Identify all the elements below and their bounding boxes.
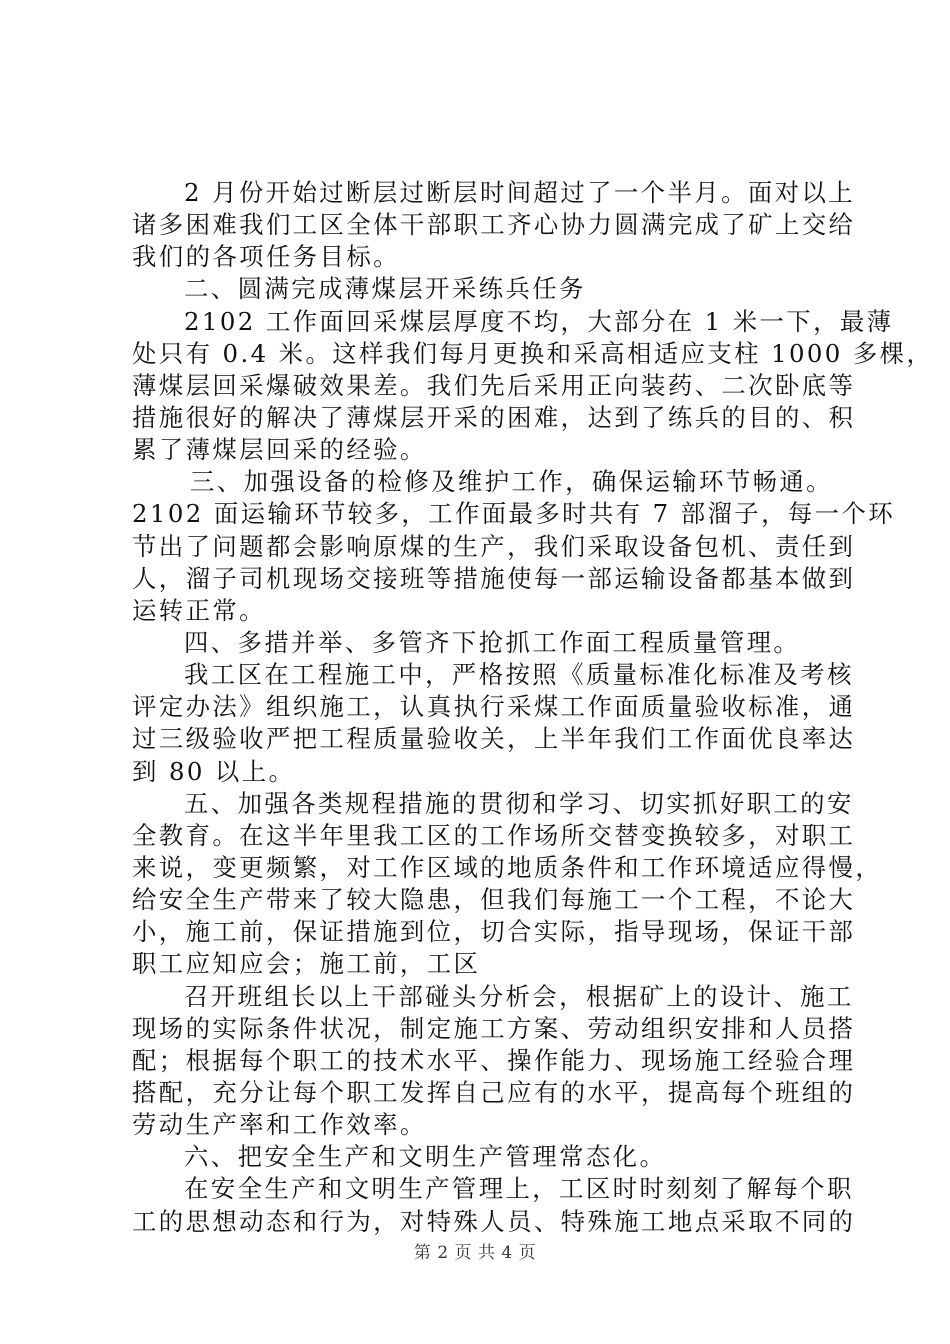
text-line: 我工区在工程施工中，严格按照《质量标准化标准及考核 — [184, 660, 854, 690]
text-line: 四、多措并举、多管齐下抢抓工作面工程质量管理。 — [184, 627, 801, 657]
text-line: 处只有 0.4 米。这样我们每月更换和采高相适应支柱 1000 多棵， — [132, 338, 934, 368]
text-line: 搭配，充分让每个职工发挥自己应有的水平，提高每个班组的 — [132, 1077, 856, 1107]
text-line: 累了薄煤层回采的经验。 — [132, 435, 427, 465]
text-line: 我们的各项任务目标。 — [132, 242, 400, 272]
text-line: 六、把安全生产和文明生产管理常态化。 — [184, 1142, 667, 1172]
text-line: 三、加强设备的检修及维护工作，确保运输环节畅通。 — [190, 467, 833, 497]
text-line: 来说，变更频繁，对工作区域的地质条件和工作环境适应得慢， — [132, 852, 883, 882]
document-body — [132, 177, 934, 1238]
text-line: 诸多困难我们工区全体干部职工齐心协力圆满完成了矿上交给 — [132, 210, 856, 240]
text-line: 全教育。在这半年里我工区的工作场所交替变换较多，对职工 — [132, 820, 856, 850]
text-line: 二、圆满完成薄煤层开采练兵任务 — [184, 274, 586, 304]
text-line: 2 月份开始过断层过断层时间超过了一个半月。面对以上 — [184, 178, 856, 207]
text-line: 措施很好的解决了薄煤层开采的困难，达到了练兵的目的、积 — [132, 402, 856, 432]
text-line: 节出了问题都会影响原煤的生产，我们采取设备包机、责任到 — [132, 531, 856, 561]
text-line: 2102 面运输环节较多，工作面最多时共有 7 部溜子，每一个环 — [132, 499, 896, 529]
text-line: 2102 工作面回采煤层厚度不均，大部分在 1 米一下，最薄 — [184, 306, 894, 336]
text-line: 运转正常。 — [132, 595, 266, 625]
text-line: 工的思想动态和行为，对特殊人员、特殊施工地点采取不同的 — [132, 1206, 856, 1236]
text-line: 在安全生产和文明生产管理上，工区时时刻刻了解每个职 — [184, 1174, 854, 1204]
text-line: 人，溜子司机现场交接班等措施使每一部运输设备都基本做到 — [132, 563, 856, 593]
text-line: 现场的实际条件状况，制定施工方案、劳动组织安排和人员搭 — [132, 1013, 856, 1043]
text-line: 到 80 以上。 — [132, 756, 296, 786]
text-line: 小，施工前，保证措施到位，切合实际，指导现场，保证干部 — [132, 917, 856, 947]
text-line: 薄煤层回采爆破效果差。我们先后采用正向装药、二次卧底等 — [132, 370, 856, 400]
text-line: 给安全生产带来了较大隐患，但我们每施工一个工程，不论大 — [132, 885, 856, 915]
text-line: 配；根据每个职工的技术水平、操作能力、现场施工经验合理 — [132, 1045, 856, 1075]
text-line: 五、加强各类规程措施的贯彻和学习、切实抓好职工的安 — [184, 788, 854, 818]
text-line: 过三级验收严把工程质量验收关，上半年我们工作面优良率达 — [132, 724, 856, 754]
text-line: 召开班组长以上干部碰头分析会，根据矿上的设计、施工 — [184, 981, 854, 1011]
text-line: 劳动生产率和工作效率。 — [132, 1110, 427, 1140]
page-footer: 第 2 页 共 4 页 — [413, 1243, 537, 1263]
text-line: 评定办法》组织施工，认真执行采煤工作面质量验收标准，通 — [132, 692, 856, 722]
text-line: 职工应知应会；施工前，工区 — [132, 949, 481, 979]
